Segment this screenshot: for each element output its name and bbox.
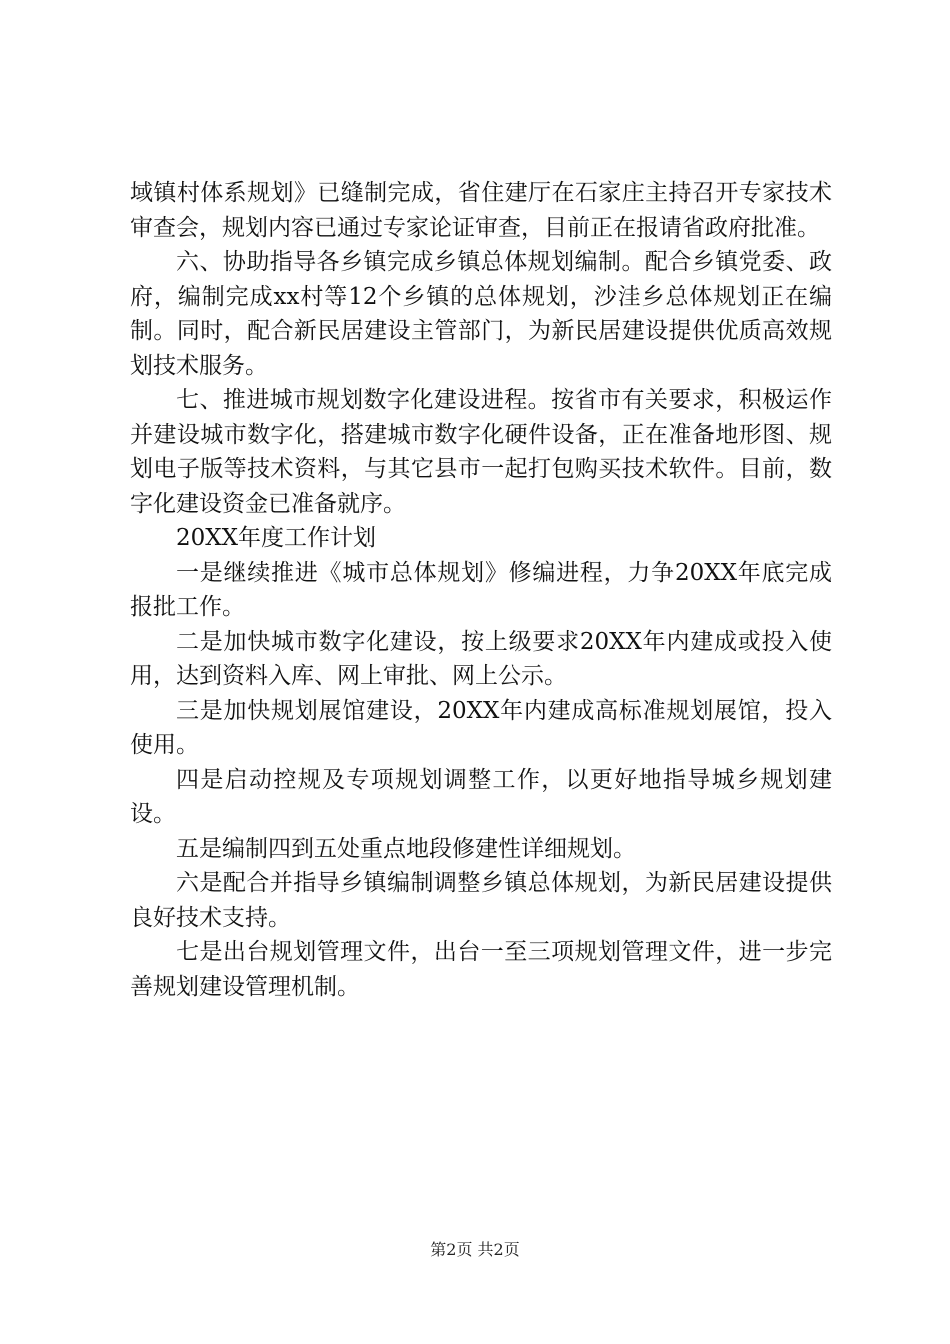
paragraph-continued: 域镇村体系规划》已缝制完成，省住建厅在石家庄主持召开专家技术审查会，规划内容已通过专家论证审查，目前正在报请省政府批准。 bbox=[130, 180, 832, 241]
plan-item-4: 四是启动控规及专项规划调整工作，以更好地指导城乡规划建设。 bbox=[130, 766, 832, 827]
plan-item-1: 一是继续推进《城市总体规划》修编进程，力争20XX年底完成报批工作。 bbox=[130, 559, 832, 620]
plan-item-2: 二是加快城市数字化建设，按上级要求20XX年内建成或投入使用，达到资料入库、网上审批、网上公示。 bbox=[130, 628, 832, 689]
plan-heading: 20XX年度工作计划 bbox=[176, 525, 377, 551]
page-number-label: 第2页 共2页 bbox=[430, 1240, 520, 1259]
plan-item-6: 六是配合并指导乡镇编制调整乡镇总体规划，为新民居建设提供良好技术支持。 bbox=[130, 870, 832, 931]
page-footer bbox=[0, 1240, 950, 1260]
document-body bbox=[130, 176, 832, 1004]
plan-item-5: 五是编制四到五处重点地段修建性详细规划。 bbox=[176, 835, 636, 862]
plan-item-7: 七是出台规划管理文件，出台一至三项规划管理文件，进一步完善规划建设管理机制。 bbox=[130, 939, 832, 1000]
plan-item-3: 三是加快规划展馆建设，20XX年内建成高标准规划展馆，投入使用。 bbox=[130, 697, 832, 758]
paragraph-item-seven: 七、推进城市规划数字化建设进程。按省市有关要求，积极运作并建设城市数字化，搭建城市数字化硬件设备，正在准备地形图、规划电子版等技术资料，与其它县市一起打包购买技术软件。目前，数字化建设资金已准备就序。 bbox=[130, 387, 832, 517]
paragraph-item-six: 六、协助指导各乡镇完成乡镇总体规划编制。配合乡镇党委、政府，编制完成xx村等12个乡镇的总体规划，沙洼乡总体规划正在编制。同时，配合新民居建设主管部门，为新民居建设提供优质高效规划技术服务。 bbox=[130, 249, 832, 379]
